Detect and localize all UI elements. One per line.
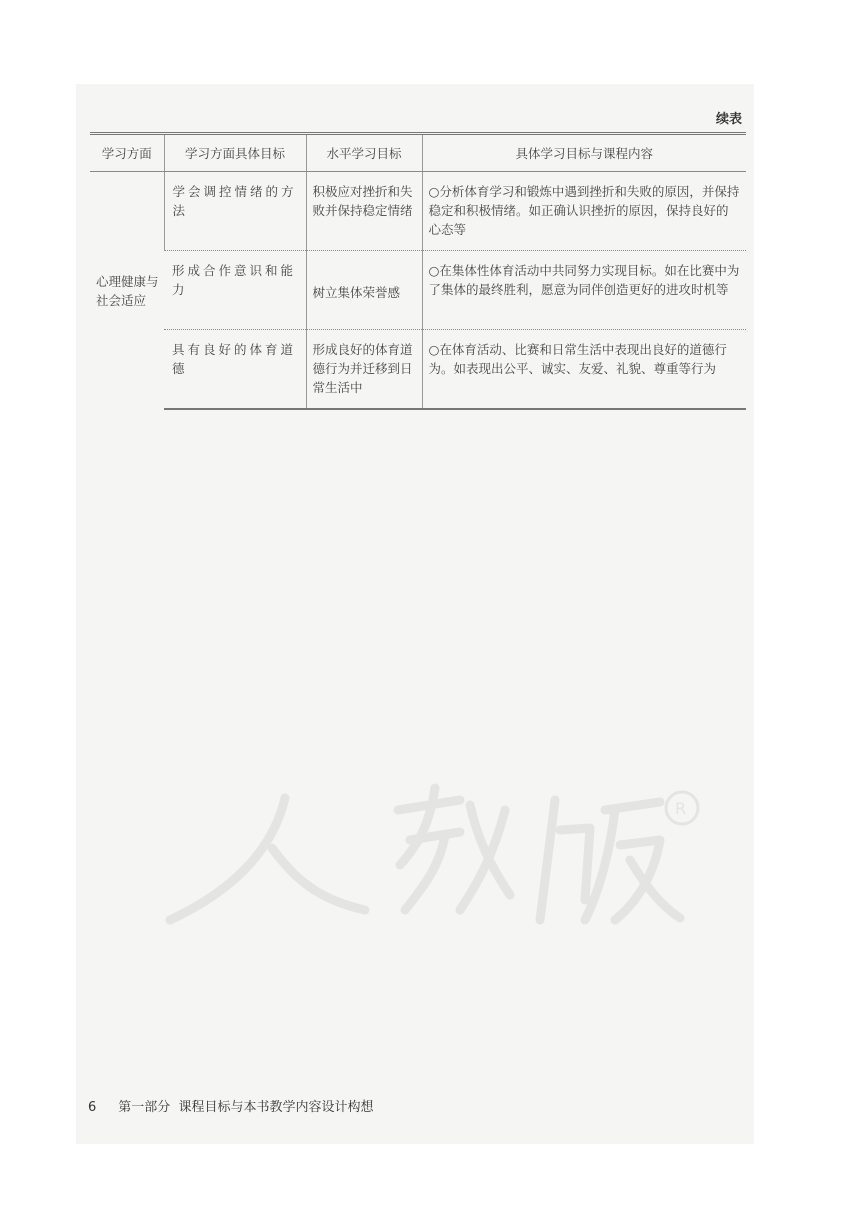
continued-label: 续表	[716, 112, 743, 127]
svg-text:R: R	[675, 799, 687, 818]
header-level-goal: 水平学习目标	[306, 134, 422, 172]
learning-aspect-cell: 心理健康与社会适应	[96, 273, 159, 308]
page-footer	[88, 1096, 374, 1115]
table-row	[90, 330, 746, 410]
content-cell: ○在体育活动、比赛和日常生活中表现出良好的道德行为。如表现出公平、诚实、友爱、礼貌、尊重等行为	[422, 330, 746, 410]
publisher-logo-watermark	[160, 770, 720, 940]
header-learning-aspect: 学习方面	[90, 134, 164, 172]
goals-table	[90, 132, 746, 410]
goals-table-container	[90, 132, 746, 410]
specific-goal-cell: 形成合作意识和能力	[164, 251, 306, 330]
table-row	[90, 251, 746, 330]
content-cell: ○分析体育学习和锻炼中遇到挫折和失败的原因，并保持稳定和积极情绪。如正确认识挫折的原因，保持良好的心态等	[422, 172, 746, 251]
header-content: 具体学习目标与课程内容	[422, 134, 746, 172]
section-title: 第一部分 课程目标与本书教学内容设计构想	[118, 1100, 374, 1115]
page-number: 6	[88, 1100, 97, 1115]
table-header-row	[90, 134, 746, 172]
level-goal-cell: 积极应对挫折和失败并保持稳定情绪	[306, 172, 422, 251]
specific-goal-cell: 具有良好的体育道德	[164, 330, 306, 410]
content-cell: ○在集体性体育活动中共同努力实现目标。如在比赛中为了集体的最终胜利，愿意为同伴创造更好的进攻时机等	[422, 251, 746, 330]
specific-goal-cell: 学会调控情绪的方法	[164, 172, 306, 251]
level-goal-cell: 树立集体荣誉感	[306, 251, 422, 330]
header-specific-goal: 学习方面具体目标	[164, 134, 306, 172]
table-row	[90, 172, 746, 251]
level-goal-cell: 形成良好的体育道德行为并迁移到日常生活中	[306, 330, 422, 410]
